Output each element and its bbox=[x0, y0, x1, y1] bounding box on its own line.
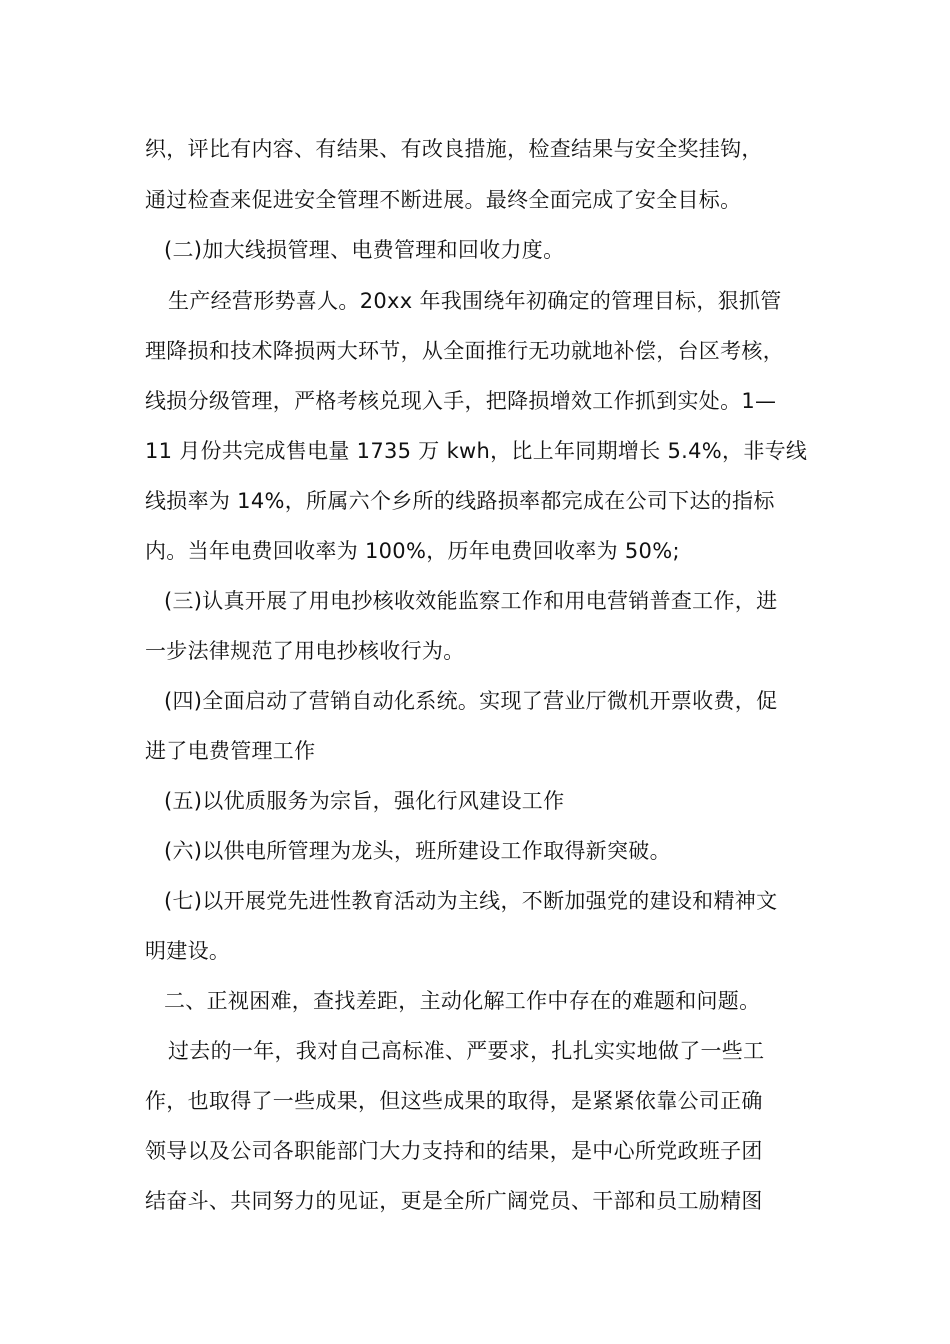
section-heading: 二、正视困难，查找差距，主动化解工作中存在的难题和问题。 bbox=[164, 989, 761, 1013]
paragraph-line: 通过检查来促进安全管理不断进展。最终全面完成了安全目标。 bbox=[145, 188, 742, 212]
paragraph-line: 线损分级管理，严格考核兑现入手，把降损增效工作抓到实处。1— bbox=[145, 389, 777, 413]
section-heading: (六)以供电所管理为龙头，班所建设工作取得新突破。 bbox=[164, 839, 671, 863]
paragraph-line: 线损率为 14%，所属六个乡所的线路损率都完成在公司下达的指标 bbox=[145, 489, 775, 513]
paragraph-line: 过去的一年，我对自己高标准、严要求，扎扎实实地做了一些工 bbox=[168, 1039, 765, 1063]
paragraph-line: 领导以及公司各职能部门大力支持和的结果，是中心所党政班子团 bbox=[145, 1139, 763, 1163]
paragraph-line: 内。当年电费回收率为 100%，历年电费回收率为 50%; bbox=[145, 539, 680, 563]
section-heading: (七)以开展党先进性教育活动为主线，不断加强党的建设和精神文 bbox=[164, 889, 778, 913]
paragraph-line: 结奋斗、共同努力的见证，更是全所广阔党员、干部和员工励精图 bbox=[145, 1189, 763, 1213]
paragraph-line: 进了电费管理工作 bbox=[145, 739, 316, 763]
paragraph-line: 明建设。 bbox=[145, 939, 231, 963]
section-heading: (三)认真开展了用电抄核收效能监察工作和用电营销普查工作，进 bbox=[164, 589, 778, 613]
section-heading: (二)加大线损管理、电费管理和回收力度。 bbox=[164, 238, 565, 262]
paragraph-line: 11 月份共完成售电量 1735 万 kwh，比上年同期增长 5.4%，非专线 bbox=[145, 439, 808, 463]
paragraph-line: 一步法律规范了用电抄核收行为。 bbox=[145, 639, 465, 663]
paragraph-line: 生产经营形势喜人。20xx 年我围绕年初确定的管理目标，狠抓管 bbox=[168, 289, 782, 313]
section-heading: (五)以优质服务为宗旨，强化行风建设工作 bbox=[164, 789, 565, 813]
paragraph-line: 理降损和技术降损两大环节，从全面推行无功就地补偿，台区考核， bbox=[145, 339, 784, 363]
paragraph-line: 织，评比有内容、有结果、有改良措施，检查结果与安全奖挂钩， bbox=[145, 137, 763, 161]
section-heading: (四)全面启动了营销自动化系统。实现了营业厅微机开票收费，促 bbox=[164, 689, 778, 713]
paragraph-line: 作，也取得了一些成果，但这些成果的取得，是紧紧依靠公司正确 bbox=[145, 1089, 763, 1113]
